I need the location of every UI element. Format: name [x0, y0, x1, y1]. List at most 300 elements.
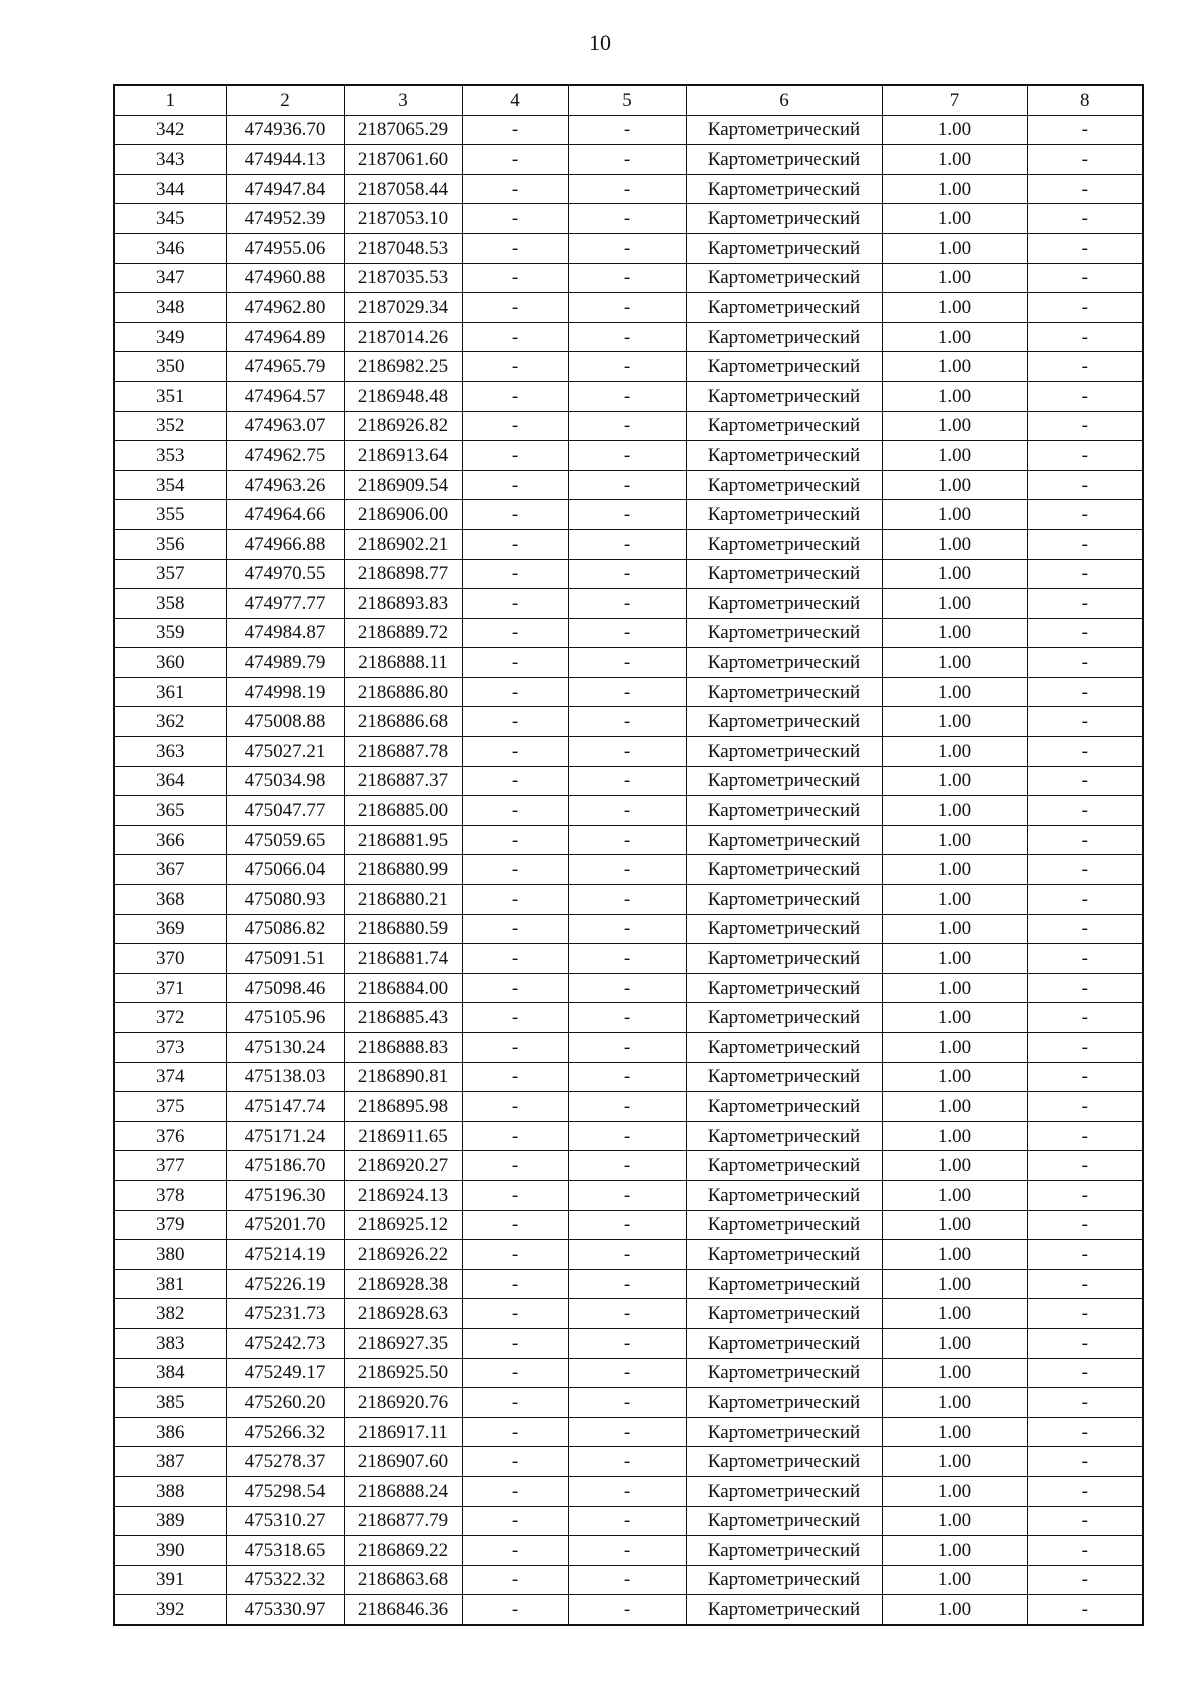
- table-cell: Картометрический: [686, 500, 882, 530]
- table-cell: 381: [114, 1269, 226, 1299]
- table-cell: -: [1027, 352, 1143, 382]
- table-cell: 2186906.00: [344, 500, 462, 530]
- table-cell: Картометрический: [686, 589, 882, 619]
- table-cell: 2186884.00: [344, 973, 462, 1003]
- table-cell: 475027.21: [226, 737, 344, 767]
- table-cell: -: [1027, 825, 1143, 855]
- table-cell: 2187053.10: [344, 204, 462, 234]
- table-cell: 387: [114, 1447, 226, 1477]
- table-cell: Картометрический: [686, 885, 882, 915]
- table-cell: -: [568, 470, 686, 500]
- table-cell: 379: [114, 1210, 226, 1240]
- table-cell: -: [1027, 1417, 1143, 1447]
- table-cell: 1.00: [882, 1506, 1027, 1536]
- table-cell: 1.00: [882, 293, 1027, 323]
- table-cell: -: [1027, 1595, 1143, 1625]
- table-row: [114, 1269, 1143, 1299]
- table-cell: 365: [114, 796, 226, 826]
- table-cell: -: [568, 263, 686, 293]
- table-cell: Картометрический: [686, 1328, 882, 1358]
- table-cell: 1.00: [882, 1269, 1027, 1299]
- table-row: [114, 470, 1143, 500]
- table-cell: -: [462, 1299, 568, 1329]
- table-cell: 2186888.24: [344, 1476, 462, 1506]
- table-cell: 2186890.81: [344, 1062, 462, 1092]
- table-cell: Картометрический: [686, 322, 882, 352]
- table-cell: -: [462, 1358, 568, 1388]
- table-cell: -: [1027, 737, 1143, 767]
- table-cell: 1.00: [882, 1476, 1027, 1506]
- table-cell: 475034.98: [226, 766, 344, 796]
- table-cell: 346: [114, 233, 226, 263]
- table-cell: 342: [114, 115, 226, 145]
- table-cell: Картометрический: [686, 914, 882, 944]
- table-cell: 2187029.34: [344, 293, 462, 323]
- table-cell: 352: [114, 411, 226, 441]
- table-cell: -: [462, 914, 568, 944]
- table-cell: 1.00: [882, 737, 1027, 767]
- table-cell: -: [568, 1299, 686, 1329]
- table-cell: -: [1027, 145, 1143, 175]
- table-cell: 388: [114, 1476, 226, 1506]
- table-cell: 2186880.59: [344, 914, 462, 944]
- table-cell: 1.00: [882, 204, 1027, 234]
- table-row: [114, 766, 1143, 796]
- table-cell: 1.00: [882, 1151, 1027, 1181]
- table-cell: -: [1027, 1003, 1143, 1033]
- table-cell: -: [1027, 1033, 1143, 1063]
- table-cell: -: [1027, 411, 1143, 441]
- table-cell: -: [568, 944, 686, 974]
- table-cell: -: [1027, 1358, 1143, 1388]
- table-cell: 390: [114, 1536, 226, 1566]
- table-cell: 1.00: [882, 411, 1027, 441]
- table-cell: 1.00: [882, 855, 1027, 885]
- table-cell: -: [568, 973, 686, 1003]
- table-cell: 2186920.27: [344, 1151, 462, 1181]
- column-header: 1: [114, 85, 226, 115]
- table-cell: 345: [114, 204, 226, 234]
- table-cell: 351: [114, 381, 226, 411]
- table-cell: -: [568, 1121, 686, 1151]
- table-cell: 2186926.22: [344, 1240, 462, 1270]
- table-cell: 2186886.80: [344, 677, 462, 707]
- table-cell: 1.00: [882, 618, 1027, 648]
- table-cell: 1.00: [882, 322, 1027, 352]
- table-cell: -: [462, 1092, 568, 1122]
- table-cell: 475105.96: [226, 1003, 344, 1033]
- table-cell: 2186888.83: [344, 1033, 462, 1063]
- table-cell: Картометрический: [686, 381, 882, 411]
- table-cell: -: [1027, 293, 1143, 323]
- table-cell: -: [1027, 914, 1143, 944]
- table-cell: 350: [114, 352, 226, 382]
- table-cell: Картометрический: [686, 1092, 882, 1122]
- table-cell: Картометрический: [686, 1358, 882, 1388]
- table-row: [114, 944, 1143, 974]
- table-cell: 475201.70: [226, 1210, 344, 1240]
- table-cell: -: [462, 1565, 568, 1595]
- table-cell: 475098.46: [226, 973, 344, 1003]
- table-cell: 474952.39: [226, 204, 344, 234]
- table-cell: 475147.74: [226, 1092, 344, 1122]
- table-cell: -: [568, 796, 686, 826]
- table-cell: 1.00: [882, 233, 1027, 263]
- table-row: [114, 618, 1143, 648]
- table-cell: 475310.27: [226, 1506, 344, 1536]
- table-cell: -: [568, 145, 686, 175]
- table-cell: -: [462, 796, 568, 826]
- table-cell: 2186920.76: [344, 1388, 462, 1418]
- table-cell: -: [462, 1121, 568, 1151]
- table-cell: -: [568, 1210, 686, 1240]
- table-cell: -: [568, 1358, 686, 1388]
- table-cell: 474962.80: [226, 293, 344, 323]
- table-row: [114, 737, 1143, 767]
- table-row: [114, 204, 1143, 234]
- table-cell: 474970.55: [226, 559, 344, 589]
- table-cell: -: [462, 204, 568, 234]
- table-cell: 1.00: [882, 1180, 1027, 1210]
- column-header: 6: [686, 85, 882, 115]
- table-cell: -: [462, 944, 568, 974]
- table-cell: 366: [114, 825, 226, 855]
- table-cell: 348: [114, 293, 226, 323]
- table-cell: -: [1027, 1269, 1143, 1299]
- table-cell: 2187058.44: [344, 174, 462, 204]
- table-cell: 358: [114, 589, 226, 619]
- table-row: [114, 1358, 1143, 1388]
- table-cell: -: [568, 1269, 686, 1299]
- table-cell: 475249.17: [226, 1358, 344, 1388]
- table-cell: -: [462, 115, 568, 145]
- table-cell: Картометрический: [686, 796, 882, 826]
- table-cell: Картометрический: [686, 1062, 882, 1092]
- table-cell: 362: [114, 707, 226, 737]
- table-cell: 1.00: [882, 1062, 1027, 1092]
- table-cell: Картометрический: [686, 204, 882, 234]
- table-cell: -: [462, 1595, 568, 1625]
- table-cell: -: [1027, 973, 1143, 1003]
- table-cell: 2187014.26: [344, 322, 462, 352]
- table-cell: -: [568, 855, 686, 885]
- table-cell: 1.00: [882, 500, 1027, 530]
- table-cell: -: [462, 973, 568, 1003]
- table-cell: Картометрический: [686, 352, 882, 382]
- table-cell: 354: [114, 470, 226, 500]
- table-row: [114, 293, 1143, 323]
- table-cell: 1.00: [882, 381, 1027, 411]
- table-cell: -: [462, 1269, 568, 1299]
- table-row: [114, 1447, 1143, 1477]
- table-cell: Картометрический: [686, 648, 882, 678]
- table-cell: 1.00: [882, 1210, 1027, 1240]
- table-cell: 2186982.25: [344, 352, 462, 382]
- table-row: [114, 855, 1143, 885]
- table-cell: -: [568, 322, 686, 352]
- column-header: 7: [882, 85, 1027, 115]
- table-cell: -: [568, 500, 686, 530]
- table-cell: -: [568, 174, 686, 204]
- table-cell: -: [1027, 677, 1143, 707]
- table-cell: Картометрический: [686, 263, 882, 293]
- table-cell: -: [568, 885, 686, 915]
- table-cell: -: [568, 1476, 686, 1506]
- table-cell: 1.00: [882, 1417, 1027, 1447]
- table-body: [114, 115, 1143, 1625]
- column-header: 3: [344, 85, 462, 115]
- table-row: [114, 529, 1143, 559]
- table-cell: 349: [114, 322, 226, 352]
- table-row: [114, 1062, 1143, 1092]
- table-cell: 1.00: [882, 529, 1027, 559]
- table-cell: 1.00: [882, 263, 1027, 293]
- table-cell: 474963.07: [226, 411, 344, 441]
- table-cell: -: [568, 204, 686, 234]
- table-cell: Картометрический: [686, 174, 882, 204]
- table-cell: -: [568, 1388, 686, 1418]
- table-cell: 2186863.68: [344, 1565, 462, 1595]
- table-cell: -: [1027, 589, 1143, 619]
- table-cell: -: [568, 1033, 686, 1063]
- table-cell: -: [462, 263, 568, 293]
- table-cell: -: [462, 233, 568, 263]
- table-cell: -: [1027, 204, 1143, 234]
- table-cell: -: [1027, 529, 1143, 559]
- table-cell: 2186909.54: [344, 470, 462, 500]
- table-cell: Картометрический: [686, 115, 882, 145]
- table-cell: -: [462, 707, 568, 737]
- table-cell: -: [462, 559, 568, 589]
- table-cell: -: [568, 115, 686, 145]
- table-cell: -: [568, 914, 686, 944]
- table-cell: 475186.70: [226, 1151, 344, 1181]
- table-row: [114, 352, 1143, 382]
- table-cell: 364: [114, 766, 226, 796]
- table-cell: -: [1027, 648, 1143, 678]
- table-cell: 1.00: [882, 1536, 1027, 1566]
- table-cell: -: [462, 1003, 568, 1033]
- table-cell: -: [568, 441, 686, 471]
- table-cell: 376: [114, 1121, 226, 1151]
- table-cell: 2186869.22: [344, 1536, 462, 1566]
- table-cell: 1.00: [882, 1447, 1027, 1477]
- table-cell: -: [462, 618, 568, 648]
- table-cell: Картометрический: [686, 470, 882, 500]
- table-cell: -: [1027, 500, 1143, 530]
- table-cell: Картометрический: [686, 1595, 882, 1625]
- table-row: [114, 559, 1143, 589]
- table-cell: 373: [114, 1033, 226, 1063]
- table-cell: Картометрический: [686, 1269, 882, 1299]
- table-row: [114, 381, 1143, 411]
- table-cell: 2186895.98: [344, 1092, 462, 1122]
- table-cell: 344: [114, 174, 226, 204]
- table-cell: Картометрический: [686, 1033, 882, 1063]
- table-cell: 370: [114, 944, 226, 974]
- table-cell: 475066.04: [226, 855, 344, 885]
- table-cell: -: [568, 825, 686, 855]
- table-cell: 1.00: [882, 441, 1027, 471]
- table-cell: 474960.88: [226, 263, 344, 293]
- table-cell: 1.00: [882, 1299, 1027, 1329]
- table-row: [114, 411, 1143, 441]
- table-cell: Картометрический: [686, 1299, 882, 1329]
- column-header: 8: [1027, 85, 1143, 115]
- table-cell: 369: [114, 914, 226, 944]
- table-cell: -: [1027, 115, 1143, 145]
- table-row: [114, 441, 1143, 471]
- table-row: [114, 589, 1143, 619]
- table-cell: 475226.19: [226, 1269, 344, 1299]
- table-row: [114, 914, 1143, 944]
- table-cell: 1.00: [882, 470, 1027, 500]
- table-cell: -: [462, 174, 568, 204]
- table-cell: Картометрический: [686, 973, 882, 1003]
- table-cell: 2186885.43: [344, 1003, 462, 1033]
- table-cell: -: [568, 1151, 686, 1181]
- table-cell: -: [568, 1328, 686, 1358]
- table-cell: -: [1027, 618, 1143, 648]
- table-cell: 2187065.29: [344, 115, 462, 145]
- table-cell: 356: [114, 529, 226, 559]
- table-cell: -: [568, 1565, 686, 1595]
- table-cell: 353: [114, 441, 226, 471]
- table-cell: -: [462, 1506, 568, 1536]
- table-cell: Картометрический: [686, 1506, 882, 1536]
- table-row: [114, 1388, 1143, 1418]
- table-cell: Картометрический: [686, 1121, 882, 1151]
- table-row: [114, 648, 1143, 678]
- table-cell: 2186913.64: [344, 441, 462, 471]
- table-cell: 368: [114, 885, 226, 915]
- page-number: 10: [589, 30, 611, 55]
- table-cell: -: [462, 1062, 568, 1092]
- table-cell: 1.00: [882, 944, 1027, 974]
- table-cell: -: [1027, 470, 1143, 500]
- table-row: [114, 1328, 1143, 1358]
- table-cell: Картометрический: [686, 293, 882, 323]
- table-cell: 375: [114, 1092, 226, 1122]
- table-cell: 2186885.00: [344, 796, 462, 826]
- header-row: [114, 85, 1143, 115]
- table-cell: 1.00: [882, 145, 1027, 175]
- table-cell: 1.00: [882, 766, 1027, 796]
- table-cell: -: [1027, 1299, 1143, 1329]
- table-cell: 475260.20: [226, 1388, 344, 1418]
- table-cell: 2186846.36: [344, 1595, 462, 1625]
- table-cell: -: [462, 500, 568, 530]
- table-cell: 2186948.48: [344, 381, 462, 411]
- table-cell: -: [1027, 1092, 1143, 1122]
- table-cell: 378: [114, 1180, 226, 1210]
- table-cell: 347: [114, 263, 226, 293]
- table-cell: -: [462, 1447, 568, 1477]
- table-cell: -: [568, 589, 686, 619]
- coordinates-table: [113, 84, 1144, 1626]
- table-row: [114, 1033, 1143, 1063]
- table-cell: -: [462, 293, 568, 323]
- table-cell: 475086.82: [226, 914, 344, 944]
- table-cell: -: [568, 648, 686, 678]
- table-cell: 1.00: [882, 1595, 1027, 1625]
- table-cell: 2186898.77: [344, 559, 462, 589]
- table-row: [114, 174, 1143, 204]
- table-cell: 392: [114, 1595, 226, 1625]
- table-cell: 475298.54: [226, 1476, 344, 1506]
- table-cell: 475047.77: [226, 796, 344, 826]
- table-cell: 1.00: [882, 1003, 1027, 1033]
- table-row: [114, 145, 1143, 175]
- table-cell: -: [462, 1328, 568, 1358]
- table-cell: -: [568, 1506, 686, 1536]
- table-row: [114, 1240, 1143, 1270]
- table-cell: -: [462, 1388, 568, 1418]
- table-cell: 1.00: [882, 352, 1027, 382]
- table-cell: 1.00: [882, 559, 1027, 589]
- table-cell: 2187035.53: [344, 263, 462, 293]
- table-cell: 2186926.82: [344, 411, 462, 441]
- table-cell: 475242.73: [226, 1328, 344, 1358]
- table-cell: 1.00: [882, 973, 1027, 1003]
- table-cell: 2186928.63: [344, 1299, 462, 1329]
- table-cell: 475231.73: [226, 1299, 344, 1329]
- table-cell: -: [462, 470, 568, 500]
- table-cell: 1.00: [882, 174, 1027, 204]
- table-cell: 1.00: [882, 1328, 1027, 1358]
- table-row: [114, 233, 1143, 263]
- table-row: [114, 677, 1143, 707]
- table-cell: -: [568, 293, 686, 323]
- table-cell: Картометрический: [686, 707, 882, 737]
- table-cell: 1.00: [882, 1358, 1027, 1388]
- table-row: [114, 1210, 1143, 1240]
- table-cell: 2186886.68: [344, 707, 462, 737]
- table-cell: -: [1027, 322, 1143, 352]
- table-cell: 1.00: [882, 1092, 1027, 1122]
- table-cell: 475171.24: [226, 1121, 344, 1151]
- table-cell: 475214.19: [226, 1240, 344, 1270]
- table-cell: -: [568, 737, 686, 767]
- table-cell: 475008.88: [226, 707, 344, 737]
- table-cell: 2186889.72: [344, 618, 462, 648]
- table-cell: -: [1027, 263, 1143, 293]
- table-cell: 475138.03: [226, 1062, 344, 1092]
- table-cell: 1.00: [882, 1240, 1027, 1270]
- table-cell: 367: [114, 855, 226, 885]
- table-cell: -: [1027, 441, 1143, 471]
- table-cell: 2186911.65: [344, 1121, 462, 1151]
- table-cell: 2186887.37: [344, 766, 462, 796]
- table-cell: 474966.88: [226, 529, 344, 559]
- table-cell: 475080.93: [226, 885, 344, 915]
- table-cell: 2187048.53: [344, 233, 462, 263]
- table-cell: 474963.26: [226, 470, 344, 500]
- table-cell: Картометрический: [686, 529, 882, 559]
- table-cell: 372: [114, 1003, 226, 1033]
- table-cell: -: [568, 559, 686, 589]
- table-cell: -: [568, 1062, 686, 1092]
- table-cell: 1.00: [882, 589, 1027, 619]
- table-row: [114, 1506, 1143, 1536]
- table-cell: 377: [114, 1151, 226, 1181]
- table-row: [114, 115, 1143, 145]
- table-cell: -: [462, 648, 568, 678]
- table-cell: -: [462, 737, 568, 767]
- table-cell: 363: [114, 737, 226, 767]
- table-cell: -: [462, 677, 568, 707]
- table-cell: -: [568, 1447, 686, 1477]
